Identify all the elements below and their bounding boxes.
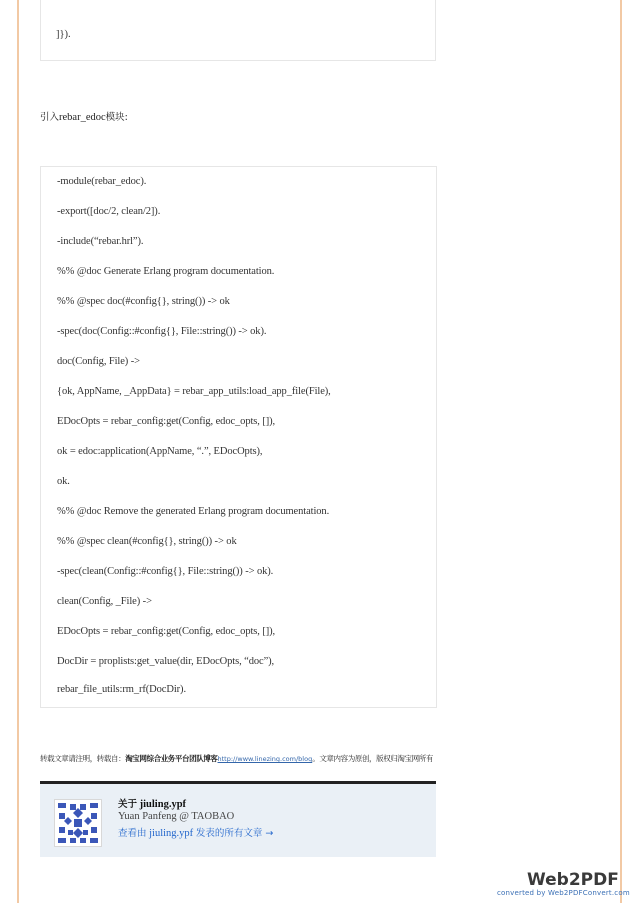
code-block-previous xyxy=(40,0,436,61)
code-line: ok = edoc:application(AppName, “.”, EDocOpts), xyxy=(57,446,263,457)
code-line: -module(rebar_edoc). xyxy=(57,176,147,187)
repost-link[interactable]: http://www.linezing.com/blog xyxy=(217,755,313,763)
intro-module: rebar_edoc xyxy=(59,112,106,123)
code-line: -include(“rebar.hrl”). xyxy=(57,236,144,247)
author-box xyxy=(40,784,436,857)
code-line: rebar_file_utils:rm_rf(DocDir). xyxy=(57,684,186,695)
code-line: {ok, AppName, _AppData} = rebar_app_utils:load_app_file(File), xyxy=(57,386,331,397)
code-line: -spec(clean(Config::#config{}, File::string()) -> ok). xyxy=(57,566,274,577)
author-title-prefix: 关于 xyxy=(118,799,138,810)
web2pdf-logo-icon xyxy=(523,866,619,890)
left-margin-rule xyxy=(17,0,19,903)
identicon-icon xyxy=(55,800,101,846)
right-margin-rule xyxy=(620,0,622,903)
intro-prefix: 引入 xyxy=(40,112,60,123)
code-line: ]}). xyxy=(56,29,71,40)
intro-suffix: 模块: xyxy=(105,112,128,123)
author-link-name: jiuling.ypf xyxy=(149,828,194,839)
code-line: %% @doc Generate Erlang program documentation. xyxy=(57,266,275,277)
code-line: doc(Config, File) -> xyxy=(57,356,140,367)
code-line: %% @spec clean(#config{}, string()) -> ok xyxy=(57,536,237,547)
code-line: EDocOpts = rebar_config:get(Config, edoc_opts, []), xyxy=(57,626,276,637)
avatar xyxy=(54,799,102,847)
author-link-prefix: 查看由 xyxy=(118,828,147,839)
author-name: jiuling.ypf xyxy=(139,799,187,810)
code-line: %% @spec doc(#config{}, string()) -> ok xyxy=(57,296,230,307)
code-line: clean(Config, _File) -> xyxy=(57,596,152,607)
code-block xyxy=(40,166,437,708)
intro-text xyxy=(40,109,128,123)
code-line: DocDir = proplists:get_value(dir, EDocOpts, “doc”), xyxy=(57,656,275,667)
author-posts-link[interactable] xyxy=(118,825,273,839)
repost-notice xyxy=(40,753,433,764)
code-line: ok. xyxy=(57,476,70,487)
code-line: EDocOpts = rebar_config:get(Config, edoc_opts, []), xyxy=(57,416,276,427)
repost-suffix: 。文章内容为原创，版权归淘宝网所有 xyxy=(312,754,433,763)
code-line: -spec(doc(Config::#config{}, File::string()) -> ok). xyxy=(57,326,267,337)
converter-caption: converted by Web2PDFConvert.com xyxy=(497,889,630,897)
author-subtitle: Yuan Panfeng @ TAOBAO xyxy=(118,811,235,822)
repost-prefix: 转载文章请注明，转载自： xyxy=(40,754,126,763)
repost-site: 淘宝网综合业务平台团队博客 xyxy=(125,754,218,763)
logo-text: Web2PDF xyxy=(527,870,619,890)
author-title xyxy=(118,796,186,810)
code-line: %% @doc Remove the generated Erlang program documentation. xyxy=(57,506,330,517)
code-line: -export([doc/2, clean/2]). xyxy=(57,206,161,217)
author-link-suffix: 发表的所有文章 → xyxy=(195,828,274,839)
